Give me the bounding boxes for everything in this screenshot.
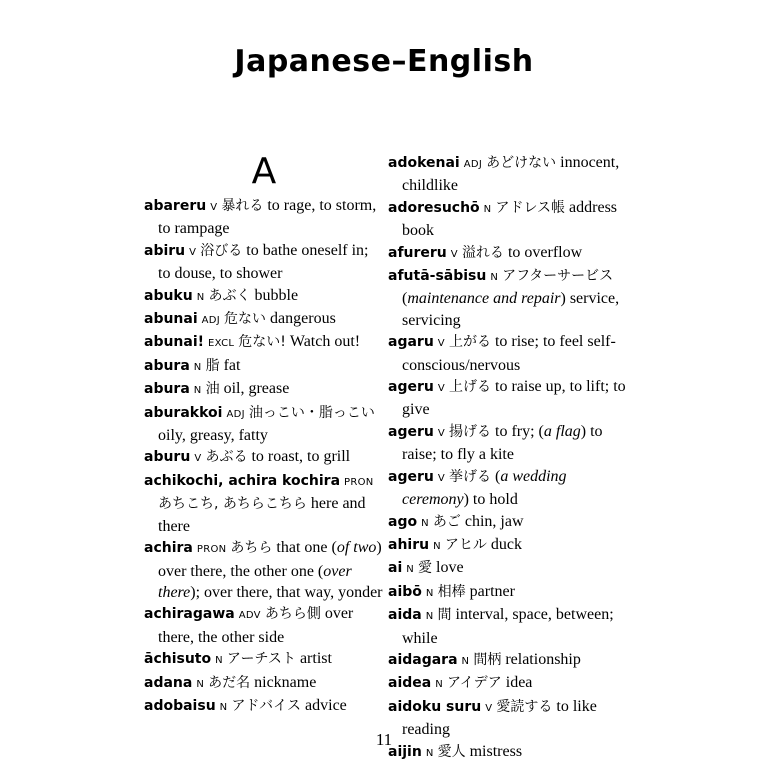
entry-list-right (388, 152, 628, 764)
japanese-term: 溢れる (461, 244, 504, 261)
dictionary-entry (388, 649, 628, 672)
japanese-term: アイデア (447, 675, 502, 692)
part-of-speech: V (437, 383, 445, 395)
japanese-term: 愛 (418, 560, 433, 577)
dictionary-entry (144, 195, 384, 240)
entry-list-left (144, 195, 384, 718)
japanese-term: あちら (230, 540, 273, 557)
entry-definition: bubble (250, 286, 299, 304)
entry-definition: oil, grease (219, 380, 290, 398)
dictionary-entry (144, 446, 384, 469)
japanese-term: あぶる (205, 449, 248, 466)
part-of-speech: V (189, 246, 197, 258)
entry-definition: mistress (465, 742, 523, 760)
part-of-speech: N (435, 679, 443, 691)
japanese-term: あちこち, あちらこちら (158, 496, 307, 513)
japanese-term: あぶく (208, 287, 251, 304)
dictionary-entry (388, 557, 628, 580)
part-of-speech: N (193, 385, 202, 397)
page-number: 11 (375, 730, 393, 749)
dictionary-entry (388, 672, 628, 695)
entry-definition: artist (295, 650, 332, 668)
definition-italic: of two (336, 539, 377, 557)
entry-headword: aidoku suru (388, 698, 482, 715)
entry-definition: to roast, to grill (247, 448, 351, 466)
entry-definition: idea (501, 674, 533, 692)
japanese-term: 油っこい・脂っこい (248, 404, 375, 421)
entry-headword: adokenai (388, 155, 460, 171)
part-of-speech: N (490, 272, 499, 284)
part-of-speech: PRON (344, 476, 374, 488)
dictionary-entry (144, 308, 384, 331)
entry-headword: afureru (388, 244, 447, 261)
japanese-term: アーチスト (226, 651, 296, 668)
japanese-term: 油 (205, 381, 220, 398)
entry-definition: nickname (250, 673, 317, 691)
entry-definition: ) over there, the other one ( (158, 539, 382, 580)
entry-headword: ageru (388, 468, 434, 485)
dictionary-entry (388, 511, 628, 534)
entry-definition: to overflow (503, 243, 583, 261)
japanese-term: アヒル (444, 536, 487, 553)
japanese-term: 脂 (205, 357, 220, 374)
dictionary-entry (144, 240, 384, 285)
definition-italic: over there (158, 562, 352, 601)
part-of-speech: V (194, 453, 202, 465)
entry-headword: abareru (144, 198, 207, 214)
entry-definition: dangerous (266, 310, 336, 328)
dictionary-entry (144, 537, 384, 603)
entry-headword: achiragawa (144, 606, 235, 623)
japanese-term: 危ない! (238, 334, 286, 351)
entry-definition: relationship (501, 650, 581, 668)
entry-definition: Watch out! (285, 333, 361, 351)
entry-definition: duck (486, 535, 522, 553)
entry-headword: agaru (388, 334, 434, 351)
entry-headword: abuku (144, 287, 193, 304)
dictionary-entry (388, 242, 628, 265)
part-of-speech: ADJ (463, 159, 483, 170)
entry-definition: to rage, to storm, to rampage (158, 197, 377, 238)
japanese-term: 暴れる (221, 198, 264, 214)
dictionary-entry (144, 672, 384, 695)
part-of-speech: N (406, 564, 415, 576)
dictionary-entry (144, 285, 384, 308)
entry-definition: to fry; ( (491, 422, 544, 440)
dictionary-column-right (388, 152, 628, 764)
dictionary-entry (388, 581, 628, 604)
part-of-speech: V (437, 427, 445, 439)
part-of-speech: V (485, 702, 493, 714)
entry-definition: to bathe oneself in; to douse, to shower (158, 241, 369, 283)
dictionary-entry (388, 197, 628, 242)
part-of-speech: N (219, 701, 228, 713)
entry-headword: abiru (144, 242, 186, 259)
japanese-term: あどけない (486, 155, 557, 171)
entry-headword: aida (388, 607, 422, 624)
entry-definition: ); over there, that way, yonder (190, 583, 383, 601)
dictionary-entry (144, 355, 384, 378)
entry-definition: over there, the other side (158, 605, 354, 646)
entry-headword: abunai! (144, 334, 205, 351)
entry-headword: abunai (144, 311, 198, 328)
entry-definition: ) to raise; to fly a kite (402, 422, 603, 464)
entry-headword: ai (388, 560, 403, 577)
dictionary-column-left (144, 152, 384, 718)
dictionary-entry (388, 331, 628, 376)
entry-definition: partner (465, 582, 515, 600)
entry-headword: aijin (388, 743, 422, 760)
japanese-term: あご (432, 513, 461, 530)
japanese-term: アフターサービス (502, 268, 614, 285)
entry-headword: ago (388, 513, 418, 530)
part-of-speech: N (461, 655, 470, 667)
dictionary-entry (144, 331, 384, 354)
dictionary-entry (388, 604, 628, 649)
part-of-speech: N (196, 291, 205, 303)
entry-definition: fat (219, 356, 241, 374)
part-of-speech: N (196, 678, 205, 690)
page-title: Japanese–English (234, 44, 534, 79)
part-of-speech: ADV (238, 610, 261, 622)
japanese-term: 愛人 (437, 743, 466, 760)
dictionary-entry (144, 648, 384, 671)
japanese-term: 揚げる (449, 423, 491, 440)
dictionary-entry (144, 378, 384, 401)
entry-headword: aibō (388, 583, 422, 600)
dictionary-entry (144, 695, 384, 718)
dictionary-entry (388, 376, 628, 421)
entry-headword: aidagara (388, 651, 458, 668)
japanese-term: あちら側 (264, 606, 321, 623)
definition-italic: a wedding ceremony (402, 467, 567, 509)
part-of-speech: N (433, 540, 441, 552)
japanese-term: 間 (437, 607, 452, 624)
entry-definition: advice (301, 696, 347, 714)
japanese-term: 上がる (448, 334, 491, 351)
part-of-speech: PRON (196, 544, 227, 556)
section-letter: A (251, 151, 277, 192)
part-of-speech: N (425, 611, 434, 623)
entry-definition: innocent, childlike (402, 154, 620, 195)
japanese-term: あだ名 (208, 674, 251, 691)
entry-definition: love (432, 559, 464, 577)
entry-definition: ( (491, 467, 501, 485)
japanese-term: 上げる (449, 379, 491, 396)
japanese-term: 危ない (224, 311, 267, 328)
entry-headword: abura (144, 381, 190, 398)
entry-definition: chin, jaw (460, 512, 524, 530)
entry-headword: ahiru (388, 536, 430, 553)
japanese-term: 間柄 (473, 651, 502, 668)
entry-headword: achira (144, 540, 193, 557)
entry-headword: achikochi, achira kochira (144, 472, 341, 489)
entry-definition: address book (402, 198, 618, 240)
definition-italic: a flag (543, 422, 581, 440)
entry-headword: āchisuto (144, 651, 212, 668)
entry-headword: aburakkoi (144, 404, 223, 421)
part-of-speech: N (483, 203, 492, 215)
dictionary-entry (144, 470, 384, 537)
part-of-speech: V (437, 338, 445, 350)
dictionary-entry (388, 421, 628, 466)
entry-definition: ) to hold (463, 491, 518, 509)
japanese-term: 浴びる (200, 242, 243, 259)
part-of-speech: ADJ (226, 408, 245, 420)
japanese-term: 相棒 (437, 583, 466, 600)
dictionary-entry (144, 603, 384, 648)
entry-definition: that one ( (272, 539, 337, 557)
entry-headword: adobaisu (144, 697, 216, 714)
japanese-term: アドバイス (231, 697, 302, 714)
part-of-speech: V (450, 248, 458, 260)
entry-headword: adoresuchō (388, 199, 480, 216)
entry-headword: adana (144, 674, 193, 691)
entry-headword: afutā-sābisu (388, 268, 487, 285)
entry-headword: ageru (388, 379, 434, 396)
japanese-term: 挙げる (449, 468, 491, 485)
entry-headword: aidea (388, 675, 432, 692)
part-of-speech: N (215, 655, 223, 667)
japanese-term: 愛読する (496, 698, 553, 715)
part-of-speech: N (425, 587, 434, 599)
part-of-speech: V (437, 472, 445, 484)
entry-definition: interval, space, between; while (402, 606, 614, 647)
entry-headword: aburu (144, 449, 191, 466)
entry-definition: ) service, servicing (402, 290, 620, 329)
entry-definition: to rise; to feel self-conscious/nervous (402, 333, 616, 374)
dictionary-entry (388, 534, 628, 557)
part-of-speech: ADJ (201, 315, 221, 327)
part-of-speech: N (421, 517, 429, 529)
part-of-speech: EXCL (208, 338, 235, 350)
definition-italic: maintenance and repair (407, 290, 561, 308)
entry-definition: ( (402, 290, 408, 308)
dictionary-entry (388, 466, 628, 511)
entry-definition: to raise up, to lift; to give (402, 378, 626, 419)
japanese-term: アドレス帳 (495, 199, 566, 216)
dictionary-entry (144, 402, 384, 447)
part-of-speech: V (210, 202, 218, 213)
entry-headword: abura (144, 357, 190, 374)
part-of-speech: N (425, 747, 434, 759)
part-of-speech: N (193, 361, 202, 373)
entry-definition: oily, greasy, fatty (158, 427, 268, 445)
entry-headword: ageru (388, 423, 434, 440)
dictionary-entry (388, 265, 628, 331)
dictionary-entry (388, 152, 628, 197)
entry-definition: here and there (158, 495, 366, 535)
entry-definition: to like reading (402, 697, 597, 739)
